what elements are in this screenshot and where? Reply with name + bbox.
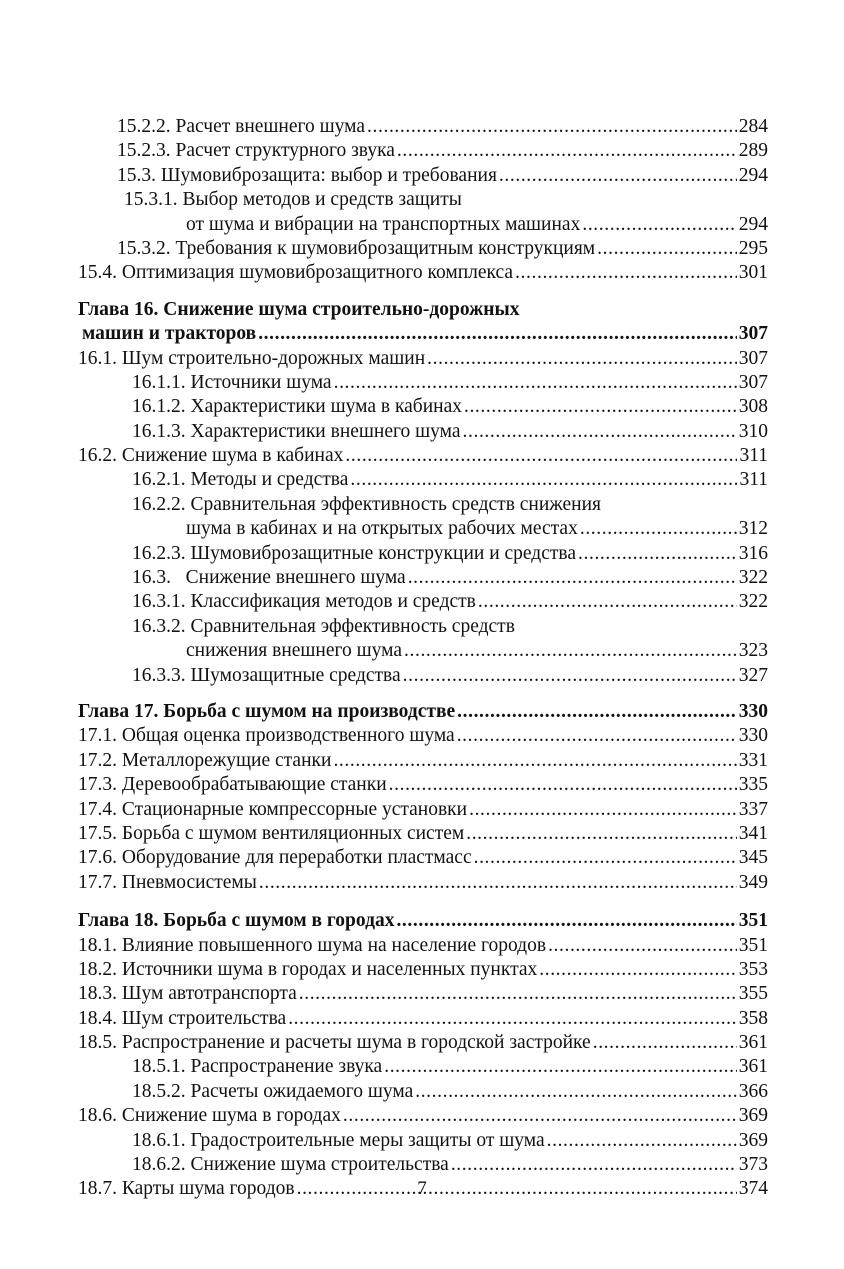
toc-entry-title: 15.3.1. Выбор методов и средств защиты xyxy=(124,189,462,211)
toc-leader xyxy=(384,1055,737,1079)
toc-entry-page: 353 xyxy=(738,958,768,980)
toc-entry-page: 289 xyxy=(738,140,768,162)
toc-leader xyxy=(474,846,737,870)
toc-entry-title: 16.3.1. Классификация методов и средств xyxy=(132,591,476,613)
toc-entry-title: 18.6.1. Градостроительные меры защиты от шума xyxy=(132,1129,545,1151)
toc-leader xyxy=(334,371,737,395)
toc-leader xyxy=(580,517,737,541)
toc-entry-page: 351 xyxy=(738,934,768,956)
toc-entry-page: 341 xyxy=(738,822,768,844)
toc-entry-page: 284 xyxy=(738,116,768,137)
toc-entry-page: 311 xyxy=(739,469,768,491)
toc-entry xyxy=(0,1007,844,1031)
toc-entry xyxy=(0,164,844,188)
toc-leader xyxy=(259,871,737,895)
spacer xyxy=(0,286,844,298)
toc-entry xyxy=(0,590,844,614)
toc-entry xyxy=(0,566,844,590)
toc-entry xyxy=(0,542,844,566)
toc-leader xyxy=(397,139,737,163)
toc-entry xyxy=(0,347,844,371)
toc-entry-page: 349 xyxy=(738,871,768,893)
toc-leader xyxy=(466,822,737,846)
toc-entry-page: 307 xyxy=(738,371,768,393)
chapter-title-line1: Глава 16. Снижение шума строительно-дорожных xyxy=(78,298,520,320)
toc-entry xyxy=(0,213,844,237)
chapter-page: 307 xyxy=(738,323,768,345)
toc-entry xyxy=(0,237,844,261)
toc-entry-page: 311 xyxy=(739,445,768,467)
toc-leader xyxy=(396,909,736,933)
chapter-title: Глава 18. Борьба с шумом в городах xyxy=(78,910,395,932)
toc-leader xyxy=(345,444,737,468)
toc-leader xyxy=(288,1007,737,1031)
chapter-heading xyxy=(0,909,844,933)
toc-entry-page: 330 xyxy=(738,725,768,747)
toc-entry xyxy=(0,982,844,1006)
toc-entry-page: 308 xyxy=(738,396,768,418)
toc-entry xyxy=(0,639,844,663)
toc-entry-title: 17.6. Оборудование для переработки пластмасс xyxy=(78,847,472,869)
toc-entry xyxy=(0,420,844,444)
toc-entry xyxy=(0,749,844,773)
toc-entry xyxy=(0,517,844,541)
toc-entry xyxy=(0,664,844,688)
toc-leader xyxy=(597,237,737,261)
toc-entry xyxy=(0,934,844,958)
toc-entry xyxy=(0,1104,844,1128)
toc-entry xyxy=(0,139,844,163)
toc-leader xyxy=(350,468,737,492)
toc-leader xyxy=(539,958,737,982)
toc-entry-page: 337 xyxy=(738,798,768,820)
toc-entry xyxy=(0,1031,844,1055)
toc-entry-title: 17.3. Деревообрабатывающие станки xyxy=(78,774,387,796)
toc-leader xyxy=(415,1080,737,1104)
toc-entry-page: 322 xyxy=(738,567,768,589)
toc-entry-title: 16.1.3. Характеристики внешнего шума xyxy=(132,420,461,442)
toc-entry-page: 361 xyxy=(738,1056,768,1078)
toc-leader xyxy=(463,420,737,444)
toc-entry-title: 18.2. Источники шума в городах и населенных пунктах xyxy=(78,958,538,980)
toc-leader xyxy=(333,749,736,773)
toc-entry-page: 301 xyxy=(738,262,768,284)
toc-entry-page: 369 xyxy=(738,1105,768,1127)
toc-entry-title: 18.6. Снижение шума в городах xyxy=(78,1105,341,1127)
toc-leader xyxy=(389,773,737,797)
toc-entry xyxy=(0,371,844,395)
toc-leader xyxy=(548,934,737,958)
toc-entry xyxy=(0,871,844,895)
toc-leader xyxy=(457,700,737,724)
toc-entry-title: от шума и вибрации на транспортных машинах xyxy=(186,213,581,235)
toc-entry-page: 294 xyxy=(738,164,768,186)
chapter-title-line2: машин и тракторов xyxy=(82,323,257,345)
toc-entry-title: 17.1. Общая оценка производственного шума xyxy=(78,725,455,747)
toc-entry-title: 17.5. Борьба с шумом вентиляционных систем xyxy=(78,822,465,844)
chapter-page: 330 xyxy=(738,700,768,722)
toc-entry xyxy=(0,188,844,212)
toc-entry-page: 355 xyxy=(738,983,768,1005)
toc-leader xyxy=(478,590,737,614)
toc-entry-title: 15.3.2. Требования к шумовиброзащитным конструкциям xyxy=(117,237,596,259)
toc-leader xyxy=(582,213,736,237)
toc-leader xyxy=(367,115,737,139)
toc-leader xyxy=(464,395,737,419)
toc-entry-title: 18.6.2. Снижение шума строительства xyxy=(132,1154,449,1176)
toc-leader xyxy=(578,542,737,566)
toc-entry-page: 374 xyxy=(738,1178,768,1200)
toc-entry-page: 345 xyxy=(738,847,768,869)
toc-entry xyxy=(0,493,844,517)
toc-entry xyxy=(0,395,844,419)
toc-entry-page: 295 xyxy=(738,237,768,259)
toc-leader xyxy=(547,1129,737,1153)
toc-leader xyxy=(593,1031,737,1055)
toc-entry xyxy=(0,724,844,748)
toc-leader xyxy=(457,724,737,748)
toc-entry xyxy=(0,958,844,982)
toc-entry-page: 358 xyxy=(738,1007,768,1029)
toc-entry-title: 16.1.1. Источники шума xyxy=(132,371,332,393)
chapter-heading xyxy=(0,322,844,346)
chapter-heading xyxy=(0,298,844,322)
toc-entry xyxy=(0,468,844,492)
toc-entry-title: 15.3. Шумовиброзащита: выбор и требования xyxy=(117,164,497,186)
toc-entry-page: 294 xyxy=(738,213,768,235)
toc-entry-page: 331 xyxy=(738,749,768,771)
toc-entry-title: 18.5. Распространение и расчеты шума в городской застройке xyxy=(78,1032,591,1054)
toc-entry-title: 18.5.1. Распространение звука xyxy=(132,1056,383,1078)
toc-entry-page: 316 xyxy=(738,542,768,564)
toc-entry-title: 18.5.2. Расчеты ожидаемого шума xyxy=(132,1080,414,1102)
toc-entry-title: 17.7. Пневмосистемы xyxy=(78,871,257,893)
toc-entry xyxy=(0,1153,844,1177)
toc-entry-title: 15.4. Оптимизация шумовиброзащитного комплекса xyxy=(78,262,514,284)
toc-leader xyxy=(515,261,737,285)
toc-entry-title: 16.1. Шум строительно-дорожных машин xyxy=(78,347,426,369)
toc-entry-title: 18.7. Карты шума городов xyxy=(78,1178,295,1200)
toc-entry-page: 335 xyxy=(738,774,768,796)
toc-entry-title: 16.1.2. Характеристики шума в кабинах xyxy=(132,396,462,418)
toc-leader xyxy=(258,322,737,346)
table-of-contents xyxy=(0,115,844,1202)
toc-entry xyxy=(0,846,844,870)
toc-entry-title: 17.2. Металлорежущие станки xyxy=(78,749,332,771)
toc-entry xyxy=(0,261,844,285)
toc-entry-title: 15.2.2. Расчет внешнего шума xyxy=(117,116,366,137)
toc-entry xyxy=(0,115,844,139)
toc-entry xyxy=(0,1055,844,1079)
toc-entry-title: 16.2.2. Сравнительная эффективность средств снижения xyxy=(132,493,602,515)
toc-entry-page: 312 xyxy=(738,518,768,540)
toc-entry xyxy=(0,615,844,639)
toc-entry-title: 18.1. Влияние повышенного шума на население городов xyxy=(78,934,547,956)
toc-entry xyxy=(0,444,844,468)
toc-leader xyxy=(299,982,737,1006)
toc-leader xyxy=(451,1153,737,1177)
chapter-page: 351 xyxy=(738,910,768,932)
toc-leader xyxy=(427,347,737,371)
chapter-title: Глава 17. Борьба с шумом на производстве xyxy=(78,700,456,722)
chapter-heading xyxy=(0,700,844,724)
toc-entry-title: шума в кабинах и на открытых рабочих местах xyxy=(186,518,578,540)
toc-entry-title: снижения внешнего шума xyxy=(186,640,403,662)
toc-leader xyxy=(408,566,737,590)
toc-entry-title: 16.2.1. Методы и средства xyxy=(132,469,349,491)
toc-entry-title: 18.4. Шум строительства xyxy=(78,1007,287,1029)
toc-entry-title: 16.2. Снижение шума в кабинах xyxy=(78,445,344,467)
toc-entry-title: 16.2.3. Шумовиброзащитные конструкции и средства xyxy=(132,542,577,564)
toc-leader xyxy=(404,639,737,663)
toc-entry xyxy=(0,798,844,822)
toc-entry-page: 310 xyxy=(738,420,768,442)
toc-leader xyxy=(499,164,737,188)
toc-entry-title: 16.3. Снижение внешнего шума xyxy=(132,567,406,589)
toc-entry-title: 15.2.3. Расчет структурного звука xyxy=(117,140,395,162)
toc-leader xyxy=(469,798,737,822)
toc-entry-page: 327 xyxy=(738,664,768,686)
toc-entry-title: 16.3.3. Шумозащитные средства xyxy=(132,664,401,686)
toc-entry-page: 323 xyxy=(738,640,768,662)
spacer xyxy=(0,895,844,909)
toc-entry xyxy=(0,1129,844,1153)
toc-entry xyxy=(0,1080,844,1104)
toc-entry-title: 18.3. Шум автотранспорта xyxy=(78,983,297,1005)
toc-entry-page: 369 xyxy=(738,1129,768,1151)
toc-leader xyxy=(343,1104,737,1128)
toc-entry-page: 322 xyxy=(738,591,768,613)
page-number: 7 xyxy=(417,1178,427,1199)
toc-entry-page: 361 xyxy=(738,1032,768,1054)
toc-entry-page: 373 xyxy=(738,1154,768,1176)
toc-entry-title: 16.3.2. Сравнительная эффективность средств xyxy=(132,615,515,637)
spacer xyxy=(0,688,844,700)
toc-entry xyxy=(0,773,844,797)
toc-entry-title: 17.4. Стационарные компрессорные установки xyxy=(78,798,468,820)
toc-entry-page: 366 xyxy=(738,1080,768,1102)
toc-entry xyxy=(0,822,844,846)
toc-leader xyxy=(403,664,737,688)
toc-entry-page: 307 xyxy=(738,347,768,369)
